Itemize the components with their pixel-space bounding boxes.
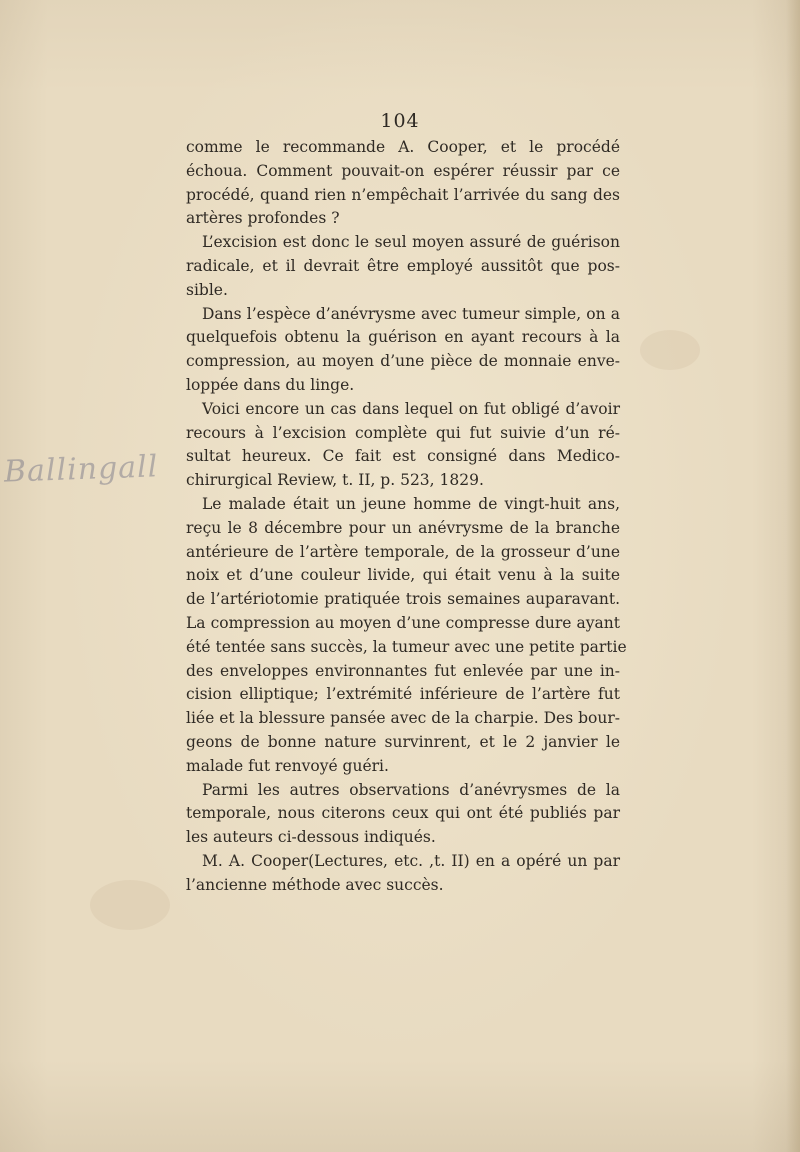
handwritten-margin-note: Ballingall — [3, 449, 159, 490]
text-line: temporale, nous citerons ceux qui ont été publiés par — [186, 804, 620, 823]
text-line: La compression au moyen d’une compresse dure ayant — [186, 613, 620, 632]
text-line: comme le recommande A. Cooper, et le procédé — [186, 138, 620, 156]
text-line: des enveloppes environnantes fut enlevée par une in- — [186, 661, 620, 680]
text-line: chirurgical Review, t. II, p. 523, 1829. — [186, 471, 484, 490]
text-line: procédé, quand rien n’empêchait l’arrivée du sang des — [186, 185, 620, 204]
text-line: antérieure de l’artère temporale, de la grosseur d’une — [186, 542, 620, 561]
text-line: les auteurs ci-dessous indiqués. — [186, 828, 436, 847]
text-line: Voici encore un cas dans lequel on fut obligé d’avoir — [202, 399, 620, 418]
text-line: sible. — [186, 280, 228, 299]
text-line: Le malade était un jeune homme de vingt-huit ans, — [202, 494, 620, 513]
text-line: cision elliptique; l’extrémité inférieure de l’artère fut — [186, 685, 620, 704]
text-line: été tentée sans succès, la tumeur avec une petite partie — [186, 637, 627, 656]
text-line: recours à l’excision complète qui fut suivie d’un ré- — [186, 423, 620, 442]
text-line: échoua. Comment pouvait-on espérer réussir par ce — [186, 161, 620, 180]
text-line: geons de bonne nature survinrent, et le 2 janvier le — [186, 732, 620, 751]
text-line: L’excision est donc le seul moyen assuré de guérison — [202, 233, 620, 252]
text-line: noix et d’une couleur livide, qui était venu à la suite — [186, 566, 620, 585]
text-line: loppée dans du linge. — [186, 375, 355, 394]
text-line: Dans l’espèce d’anévrysme avec tumeur simple, on a — [202, 304, 620, 323]
text-line: compression, au moyen d’une pièce de monnaie enve- — [186, 352, 620, 371]
text-line: reçu le 8 décembre pour un anévrysme de la branche — [186, 518, 620, 537]
text-line: malade fut renvoyé guéri. — [186, 756, 389, 775]
text-line: artères profondes ? — [186, 209, 340, 228]
text-line: sultat heureux. Ce fait est consigné dans Medico- — [186, 447, 620, 466]
page-number: 104 — [380, 110, 420, 132]
text-line: de l’artériotomie pratiquée trois semaines auparavant. — [186, 590, 620, 609]
page-edge — [786, 0, 800, 1152]
paper-stain — [90, 880, 170, 930]
text-line: M. A. Cooper(Lectures, etc. ,t. II) en a opéré un par — [202, 851, 620, 870]
paper-stain — [640, 330, 700, 370]
text-line: liée et la blessure pansée avec de la charpie. Des bour- — [186, 709, 620, 728]
text-line: radicale, et il devrait être employé aussitôt que pos- — [186, 256, 620, 275]
text-line: l’ancienne méthode avec succès. — [186, 875, 444, 894]
body-text — [186, 136, 627, 898]
text-line: quelquefois obtenu la guérison en ayant recours à la — [186, 328, 620, 347]
text-line: Parmi les autres observations d’anévrysmes de la — [202, 780, 620, 799]
